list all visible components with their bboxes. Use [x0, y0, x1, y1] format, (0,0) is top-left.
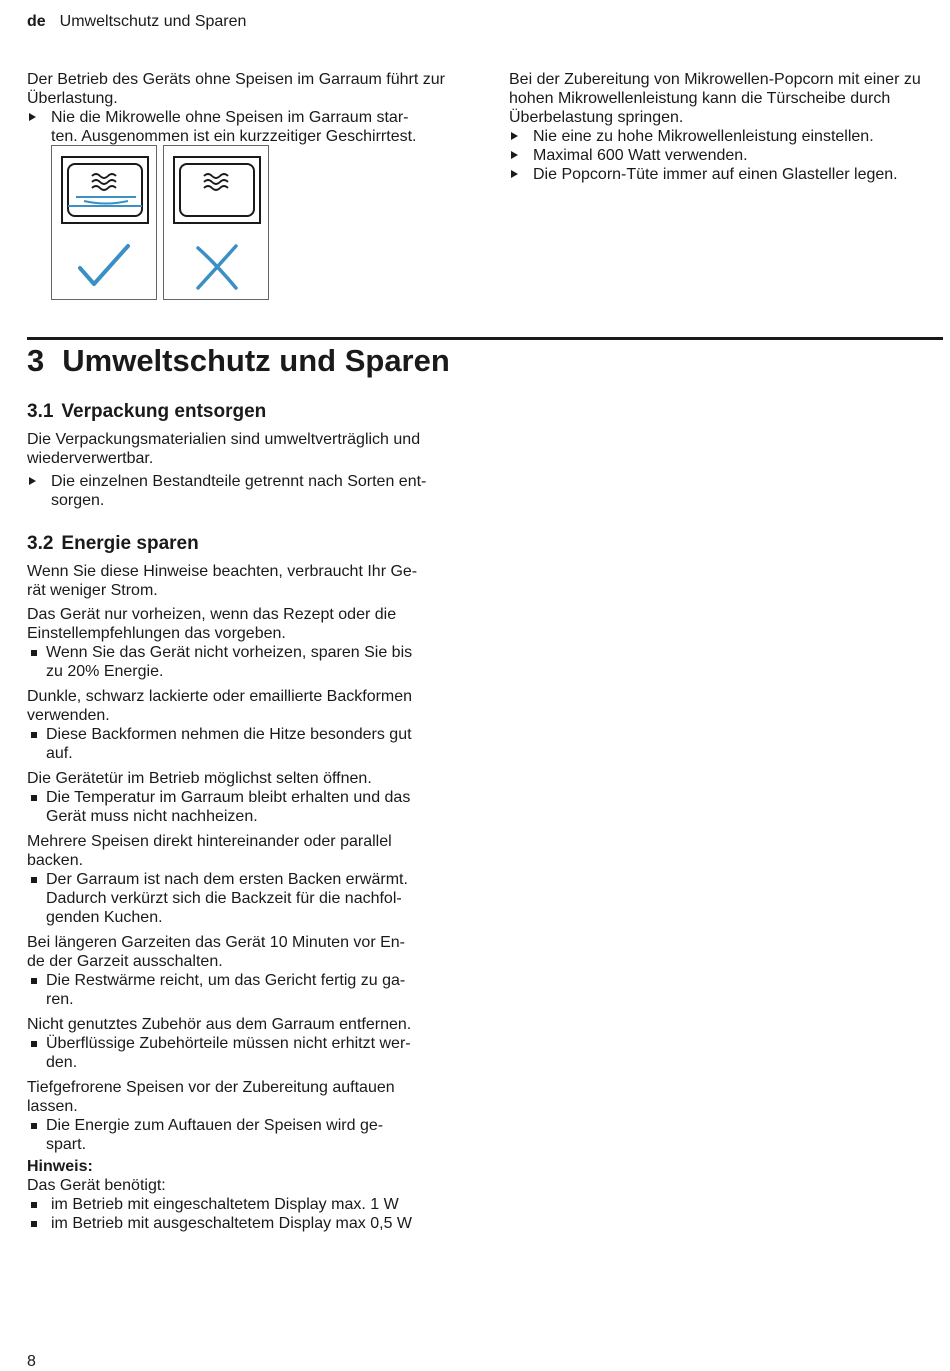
note-label: Hinweis: [27, 1158, 93, 1175]
page-number: 8 [27, 1353, 36, 1370]
section-title: Verpackung entsorgen [61, 401, 267, 422]
figure-panel-correct [51, 145, 157, 300]
energy-tip: Dunkle, schwarz lackierte oder emaillierte Backformen verwenden. [27, 688, 413, 724]
energy-result: Wenn Sie das Gerät nicht vorheizen, sparen Sie bis zu 20% Energie. [27, 643, 467, 681]
section-heading [27, 400, 467, 424]
energy-tip: Mehrere Speisen direkt hintereinander oder parallel backen. [27, 833, 392, 869]
overload-text: Der Betrieb des Geräts ohne Speisen im Garraum führt zur Überlastung. [27, 71, 445, 107]
chapter-heading [27, 342, 450, 380]
energy-tip: Die Gerätetür im Betrieb möglichst selten öffnen. [27, 770, 372, 787]
popcorn-text: Bei der Zubereitung von Mikrowellen-Popcorn mit einer zu hohen Mikrowellenleistung kann die Türscheibe durch Überbelastung springen. [509, 71, 921, 126]
microwave-empty-icon [174, 157, 260, 223]
popcorn-step: Die Popcorn-Tüte immer auf einen Glasteller legen. [509, 165, 945, 184]
note-item: im Betrieb mit ausgeschaltetem Display max 0,5 W [27, 1214, 467, 1233]
energy-result: Die Energie zum Auftauen der Speisen wird ge- spart. [27, 1116, 467, 1154]
overload-step [27, 108, 467, 146]
overload-step-line-2: ten. Ausgenommen ist ein kurzzeitiger Geschirrtest. [51, 128, 417, 145]
figure-panel-incorrect [163, 145, 269, 300]
chapter-number: 3 [27, 343, 45, 378]
chapter-title: Umweltschutz und Sparen [62, 343, 450, 378]
energy-result: Diese Backformen nehmen die Hitze besonders gut auf. [27, 725, 467, 763]
popcorn-step: Maximal 600 Watt verwenden. [509, 146, 945, 165]
section-3-1 [27, 400, 467, 510]
section-title: Energie sparen [61, 533, 199, 554]
energy-result: Überflüssige Zubehörteile müssen nicht erhitzt wer- den. [27, 1034, 467, 1072]
warning-overload-block [27, 70, 467, 146]
packaging-step-line-2: sorgen. [51, 492, 105, 509]
section-number: 3.2 [27, 533, 54, 554]
section-heading [27, 532, 467, 556]
header-title: Umweltschutz und Sparen [59, 13, 247, 30]
packaging-step-line-1: Die einzelnen Bestandteile getrennt nach Sorten ent- [51, 473, 427, 490]
energy-result: Die Restwärme reicht, um das Gericht fertig zu ga- ren. [27, 971, 467, 1009]
language-code: de [27, 13, 46, 30]
energy-tip: Das Gerät nur vorheizen, wenn das Rezept oder die Einstellempfehlungen das vorgeben. [27, 606, 397, 642]
microwave-with-food-icon [62, 157, 148, 223]
energy-tip: Tiefgefrorene Speisen vor der Zubereitung auftauen lassen. [27, 1079, 395, 1115]
energy-result: Der Garraum ist nach dem ersten Backen erwärmt. Dadurch verkürzt sich die Backzeit für die nachfol- genden Kuchen. [27, 870, 467, 927]
energy-tip: Bei längeren Garzeiten das Gerät 10 Minuten vor En- de der Garzeit ausschalten. [27, 934, 405, 970]
energy-result: Die Temperatur im Garraum bleibt erhalten und das Gerät muss nicht nachheizen. [27, 788, 467, 826]
chapter-rule [27, 337, 943, 340]
popcorn-step: Nie eine zu hohe Mikrowellenleistung einstellen. [509, 127, 945, 146]
section-3-2 [27, 532, 467, 1233]
warning-popcorn-block [509, 70, 945, 184]
energy-tip: Nicht genutztes Zubehör aus dem Garraum entfernen. [27, 1016, 412, 1033]
running-header [27, 12, 246, 31]
packaging-text: Die Verpackungsmaterialien sind umweltverträglich und wiederverwertbar. [27, 431, 421, 467]
overload-step-line-1: Nie die Mikrowelle ohne Speisen im Garraum star- [51, 109, 409, 126]
checkmark-icon [80, 246, 128, 284]
note-item: im Betrieb mit eingeschaltetem Display max. 1 W [27, 1195, 467, 1214]
packaging-step [27, 472, 467, 510]
cross-icon [198, 246, 236, 288]
note-intro: Das Gerät benötigt: [27, 1177, 166, 1194]
section-number: 3.1 [27, 401, 54, 422]
energy-intro: Wenn Sie diese Hinweise beachten, verbraucht Ihr Ge- rät weniger Strom. [27, 563, 418, 599]
